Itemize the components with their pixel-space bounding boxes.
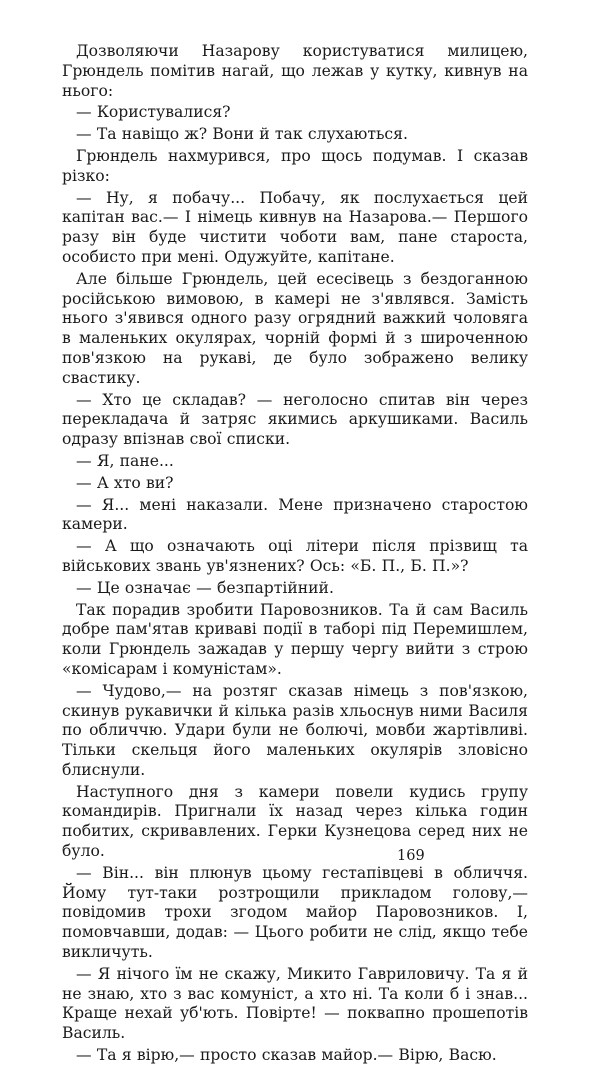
page-number: 169: [397, 848, 425, 864]
paragraph: — Та навіщо ж? Вони й так слухаються.: [76, 125, 408, 144]
paragraph: Але більше Грюндель, цей есесівець з бездоганною російською вимовою, в камері не з'являвся. Замість нього з'явився одного разу огрядний важкий чоловяга в маленьких окулярах, чорній формі й з широченною пов'язкою на рукаві, де було зображено велику свастику.: [62, 269, 528, 387]
paragraph: Так порадив зробити Паровозников. Та й сам Василь добре пам'ятав криваві події в таборі під Перемишлем, коли Грюндель зажадав у першу чергу вийти з строю «комісарам і комуністам».: [62, 600, 528, 678]
paragraph: — Хто це складав? — неголосно спитав він через перекладача й затряс якимись аркушиками. Василь одразу впізнав свої списки.: [62, 390, 528, 449]
paragraph: — Він... він плюнув цьому гестапівцеві в обличчя. Йому тут-таки розтрощили прикладом голову,— повідомив трохи згодом майор Паровозников. І, помовчавши, додав: — Цього робити не слід, якщо тебе викличуть.: [62, 863, 528, 962]
paragraph: — Чудово,— на розтяг сказав німець з пов'язкою, скинув рукавички й кілька разів хльоснув ними Василя по обличчю. Удари були не болючі, мовби жартівливі. Тільки скельця його маленьких окулярів зловісно блиснули.: [62, 681, 528, 779]
book-page-text: [62, 42, 528, 1068]
paragraph: — А що означають оці літери після прізвищ та військових звань ув'язнених? Ось: «Б. П., Б. П.»?: [62, 537, 528, 575]
paragraph: Грюндель нахмурився, про щось подумав. І сказав різко:: [62, 146, 528, 185]
paragraph: — Я... мені наказали. Мене призначено старостою камери.: [62, 495, 528, 534]
paragraph: Наступного дня з камери повели кудись групу командирів. Пригнали їх назад через кілька годин побитих, скривавлених. Герки Кузнецова серед них не було.: [62, 782, 528, 861]
paragraph: Дозволяючи Назарову користуватися милицею, Грюндель помітив нагай, що лежав у кутку, кивнув на нього:: [62, 42, 528, 100]
paragraph: — Користувалися?: [76, 103, 231, 122]
paragraph: — Та я вірю,— просто сказав майор.— Вірю, Васю.: [76, 1046, 497, 1065]
paragraph: — Я, пане...: [76, 451, 174, 470]
paragraph: — А хто ви?: [76, 473, 174, 492]
paragraph: — Ну, я побачу... Побачу, як послухається цей капітан вас.— І німець кивнув на Назарова.— Першого разу він буде чистити чоботи вам, пане староста, особисто при мені. Одужуйте, капітане.: [62, 188, 528, 266]
paragraph: — Я нічого їм не скажу, Микито Гавриловичу. Та я й не знаю, хто з вас комуніст, а хто ні. Та коли б і знав... Краще нехай уб'ють. Повірте! — поквапно прошепотів Василь.: [62, 964, 528, 1043]
paragraph: — Це означає — безпартійний.: [76, 578, 334, 597]
